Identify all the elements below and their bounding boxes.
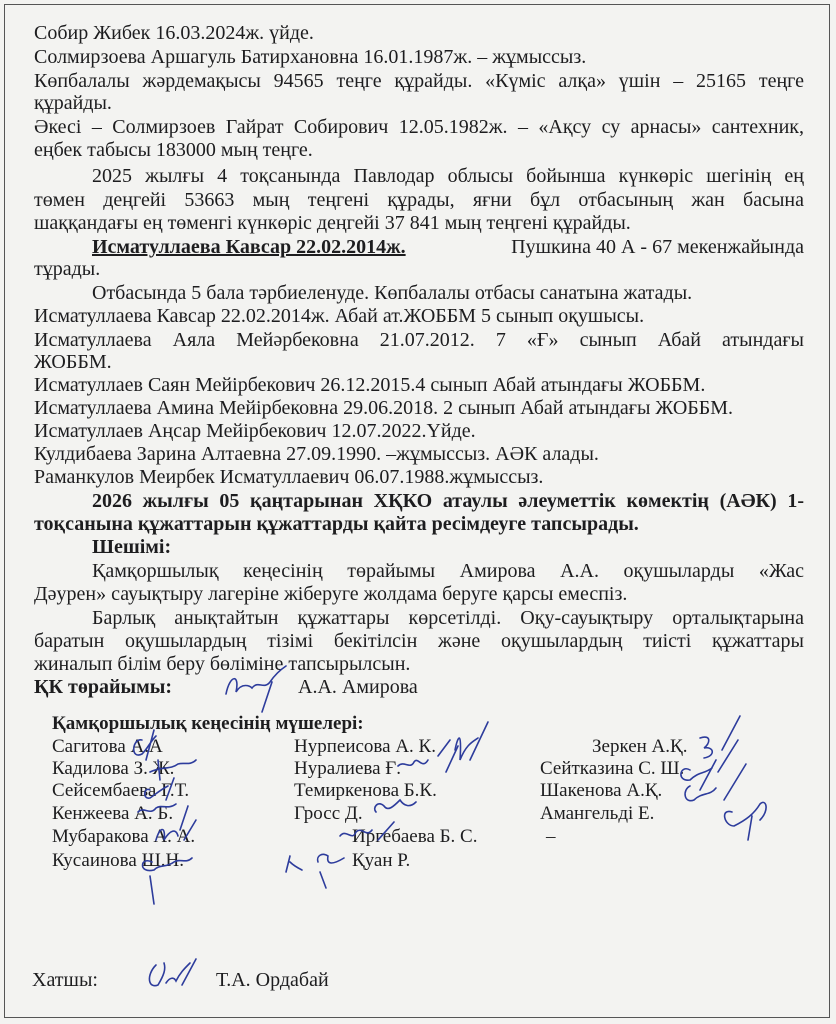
member-name: Шакенова А.Қ. bbox=[540, 780, 663, 801]
member-name: Сагитова А.А bbox=[52, 736, 163, 757]
dash: – bbox=[546, 826, 556, 847]
text-line: Қамқоршылық кеңесінің төрайымы Амирова А.А. оқушыларды «Жас bbox=[92, 560, 804, 582]
text-line: Барлық анықтайтын құжаттары көрсетілді. Оқу-сауықтыру орталықтарына bbox=[92, 607, 804, 629]
member-name: Сейтказина С. Ш. bbox=[540, 758, 685, 779]
text-line: еңбек табысы 183000 мың теңге. bbox=[34, 139, 313, 161]
text-line: Собир Жибек 16.03.2024ж. үйде. bbox=[34, 22, 314, 44]
text-line: жиналып білім беру бөліміне тапсырылсын. bbox=[34, 653, 411, 675]
text-line: Солмирзоева Аршагуль Батирхановна 16.01.1987ж. – жұмыссыз. bbox=[34, 46, 587, 68]
member-name: Нуралиева Ғ. bbox=[294, 758, 402, 779]
member-name: Иргебаева Б. С. bbox=[352, 826, 478, 847]
text-line: Дәурен» сауықтыру лагеріне жіберуге жолдама беруге қарсы емеспіз. bbox=[34, 583, 628, 605]
member-name: Сейсембаева Г.Т. bbox=[52, 780, 190, 801]
text-line: 2026 жылғы 05 қаңтарынан ХҚКО атаулы әлеуметтік көмектің (АӘК) 1- bbox=[92, 490, 804, 512]
text-line: Кулдибаева Зарина Алтаевна 27.09.1990. –жұмыссыз. АӘК алады. bbox=[34, 443, 599, 465]
secretary-label: Хатшы: bbox=[32, 969, 98, 991]
member-name: Кусаинова Ш.Н. bbox=[52, 850, 184, 871]
text-line: 2025 жылғы 4 тоқсанында Павлодар облысы бойынша күнкөріс шегінің ең bbox=[92, 165, 804, 187]
text-line: Исматуллаев Саян Мейірбекович 26.12.2015.4 сынып Абай атындағы ЖОББМ. bbox=[34, 374, 706, 396]
text-line: Исматуллаева Аяла Мейәрбековна 21.07.2012. 7 «Ғ» сынып Абай атындағы bbox=[34, 329, 804, 351]
text-line: Исматуллаев Аңсар Мейірбекович 12.07.2022.Үйде. bbox=[34, 420, 476, 442]
chair-label: ҚК төрайымы: bbox=[34, 676, 172, 698]
member-name: Темиркенова Б.К. bbox=[294, 780, 437, 801]
member-name: Нурпеисова А. К. bbox=[294, 736, 436, 757]
member-name: Кенжеева А. Б. bbox=[52, 803, 174, 824]
text-line: тоқсанына құжаттарын құжаттарды қайта ресімдеуге тапсырады. bbox=[34, 513, 639, 535]
text-line: Көпбалалы жәрдемақысы 94565 теңге құрайды. «Күміс алқа» үшін – 25165 теңге bbox=[34, 70, 804, 92]
member-name: Зеркен А.Қ. bbox=[592, 736, 688, 757]
secretary-signature bbox=[144, 955, 204, 1000]
member-name: Амангельді Е. bbox=[540, 803, 655, 824]
member-name: Кадилова З. Ж. bbox=[52, 758, 175, 779]
text-line: Әкесі – Солмирзоев Гайрат Собирович 12.05.1982ж. – «Ақсу су арнасы» сантехник, bbox=[34, 116, 804, 138]
text-line: баратын оқушылардың тізімі бекітілсін және оқушылардың тиісті құжаттары bbox=[34, 630, 804, 652]
child-name-underlined: Исматуллаева Кавсар 22.02.2014ж. bbox=[92, 236, 406, 258]
member-name: Гросс Д. bbox=[294, 803, 363, 824]
text-line: шаққандағы ең төменгі күнкөріс деңгейі 37 841 мың теңгені құрайды. bbox=[34, 212, 631, 234]
secretary-name: Т.А. Ордабай bbox=[216, 969, 329, 991]
text-line: ЖОББМ. bbox=[34, 351, 112, 373]
decision-heading: Шешімі: bbox=[92, 536, 172, 558]
text-line: Исматуллаева Кавсар 22.02.2014ж. Абай ат.ЖОББМ 5 сынып оқушысы. bbox=[34, 305, 645, 327]
text-line: Раманкулов Меирбек Исматуллаевич 06.07.1988.жұмыссыз. bbox=[34, 466, 544, 488]
text-line: құрайды. bbox=[34, 92, 112, 114]
member-name: Қуан Р. bbox=[352, 850, 411, 871]
members-heading: Қамқоршылық кеңесінің мүшелері: bbox=[52, 713, 364, 734]
chair-name: А.А. Амирова bbox=[298, 676, 418, 698]
text-line: Исматуллаева Амина Мейірбековна 29.06.2018. 2 сынып Абай атындағы ЖОББМ. bbox=[34, 397, 734, 419]
text-line: тұрады. bbox=[34, 258, 101, 280]
text-line: төмен деңгейі 53663 мың теңгені құрады, яғни бұл отбасының жан басына bbox=[34, 189, 804, 211]
text-line: Отбасында 5 бала тәрбиеленуде. Көпбалалы отбасы санатына жатады. bbox=[92, 282, 693, 304]
member-name: Мубаракова А. А. bbox=[52, 826, 196, 847]
address-text: Пушкина 40 А - 67 мекенжайында bbox=[511, 236, 804, 258]
